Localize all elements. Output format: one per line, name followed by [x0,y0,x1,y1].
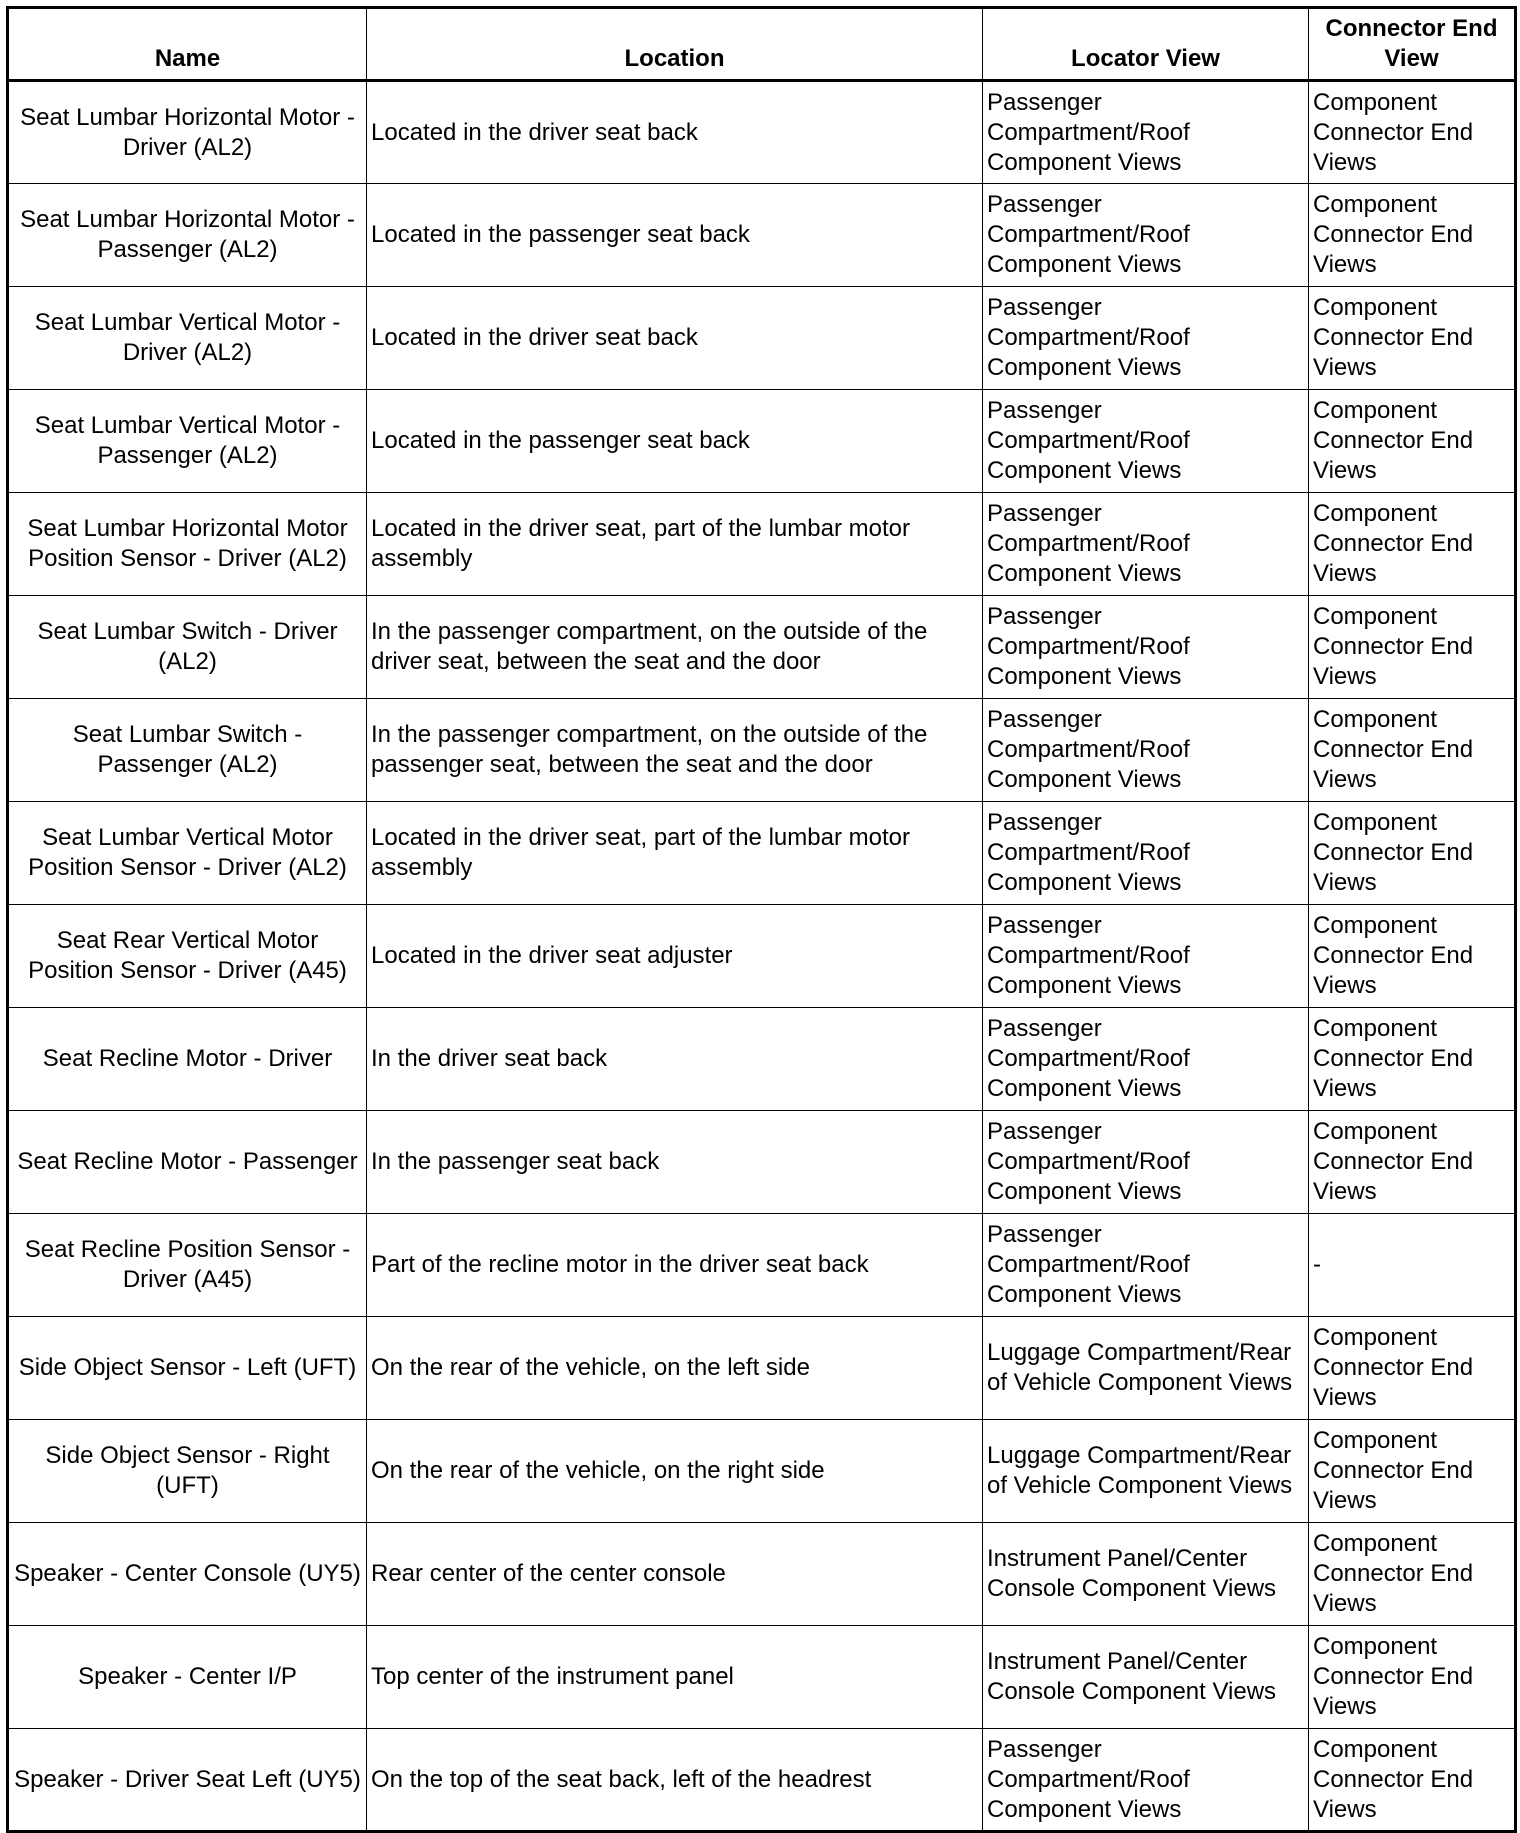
header-row [8,8,1516,81]
cell-location: On the top of the seat back, left of the headrest [367,1729,983,1832]
cell-name: Seat Lumbar Vertical Motor - Driver (AL2) [8,287,367,390]
cell-location: In the passenger compartment, on the outside of the driver seat, between the seat and the door [367,596,983,699]
table-row [8,596,1516,699]
cell-connector-end-view: Component Connector End Views [1309,390,1516,493]
cell-location: Top center of the instrument panel [367,1626,983,1729]
table-row [8,802,1516,905]
cell-connector-end-view: Component Connector End Views [1309,1523,1516,1626]
table-row [8,1111,1516,1214]
cell-name: Seat Lumbar Vertical Motor - Passenger (AL2) [8,390,367,493]
cell-locator-view: Passenger Compartment/Roof Component Views [983,81,1309,184]
cell-locator-view: Passenger Compartment/Roof Component Views [983,802,1309,905]
table-row [8,287,1516,390]
cell-connector-end-view: Component Connector End Views [1309,184,1516,287]
cell-name: Seat Lumbar Switch - Passenger (AL2) [8,699,367,802]
table-row [8,905,1516,1008]
cell-connector-end-view: Component Connector End Views [1309,1626,1516,1729]
table-row [8,81,1516,184]
cell-locator-view: Instrument Panel/Center Console Component Views [983,1523,1309,1626]
cell-locator-view: Passenger Compartment/Roof Component Views [983,596,1309,699]
cell-name: Side Object Sensor - Left (UFT) [8,1317,367,1420]
cell-locator-view: Instrument Panel/Center Console Component Views [983,1626,1309,1729]
cell-connector-end-view: - [1309,1214,1516,1317]
cell-connector-end-view: Component Connector End Views [1309,1008,1516,1111]
cell-location: Located in the driver seat back [367,81,983,184]
table-row [8,1420,1516,1523]
cell-locator-view: Passenger Compartment/Roof Component Views [983,1111,1309,1214]
header-connector-end-view: Connector End View [1309,8,1516,81]
header-name: Name [8,8,367,81]
header-locator-view: Locator View [983,8,1309,81]
cell-name: Side Object Sensor - Right (UFT) [8,1420,367,1523]
table-row [8,184,1516,287]
cell-name: Seat Lumbar Vertical Motor Position Sensor - Driver (AL2) [8,802,367,905]
cell-connector-end-view: Component Connector End Views [1309,287,1516,390]
cell-name: Seat Recline Motor - Driver [8,1008,367,1111]
cell-name: Seat Lumbar Horizontal Motor - Passenger (AL2) [8,184,367,287]
cell-name: Seat Lumbar Horizontal Motor - Driver (AL2) [8,81,367,184]
cell-name: Speaker - Center Console (UY5) [8,1523,367,1626]
table-row [8,1317,1516,1420]
table-row [8,1214,1516,1317]
cell-name: Seat Lumbar Horizontal Motor Position Sensor - Driver (AL2) [8,493,367,596]
cell-name: Seat Recline Position Sensor - Driver (A45) [8,1214,367,1317]
cell-connector-end-view: Component Connector End Views [1309,1317,1516,1420]
cell-location: In the passenger seat back [367,1111,983,1214]
cell-locator-view: Passenger Compartment/Roof Component Views [983,390,1309,493]
cell-location: Part of the recline motor in the driver seat back [367,1214,983,1317]
cell-name: Seat Recline Motor - Passenger [8,1111,367,1214]
cell-connector-end-view: Component Connector End Views [1309,1729,1516,1832]
cell-locator-view: Passenger Compartment/Roof Component Views [983,184,1309,287]
cell-connector-end-view: Component Connector End Views [1309,81,1516,184]
cell-name: Speaker - Driver Seat Left (UY5) [8,1729,367,1832]
cell-locator-view: Passenger Compartment/Roof Component Views [983,1214,1309,1317]
cell-locator-view: Passenger Compartment/Roof Component Views [983,493,1309,596]
table-row [8,493,1516,596]
cell-locator-view: Passenger Compartment/Roof Component Views [983,699,1309,802]
table-row [8,1523,1516,1626]
cell-location: Located in the driver seat, part of the lumbar motor assembly [367,802,983,905]
cell-location: Located in the passenger seat back [367,184,983,287]
cell-location: In the driver seat back [367,1008,983,1111]
cell-locator-view: Passenger Compartment/Roof Component Views [983,1729,1309,1832]
cell-location: On the rear of the vehicle, on the right side [367,1420,983,1523]
table-row [8,390,1516,493]
cell-location: In the passenger compartment, on the outside of the passenger seat, between the seat and the door [367,699,983,802]
table-row [8,1626,1516,1729]
cell-connector-end-view: Component Connector End Views [1309,699,1516,802]
cell-location: Rear center of the center console [367,1523,983,1626]
cell-locator-view: Luggage Compartment/Rear of Vehicle Component Views [983,1317,1309,1420]
cell-name: Speaker - Center I/P [8,1626,367,1729]
table-row [8,699,1516,802]
cell-name: Seat Lumbar Switch - Driver (AL2) [8,596,367,699]
cell-name: Seat Rear Vertical Motor Position Sensor - Driver (A45) [8,905,367,1008]
cell-location: On the rear of the vehicle, on the left side [367,1317,983,1420]
cell-connector-end-view: Component Connector End Views [1309,802,1516,905]
component-locator-table [6,6,1517,1833]
table-row [8,1729,1516,1832]
cell-locator-view: Passenger Compartment/Roof Component Views [983,905,1309,1008]
cell-connector-end-view: Component Connector End Views [1309,1420,1516,1523]
cell-locator-view: Passenger Compartment/Roof Component Views [983,1008,1309,1111]
header-location: Location [367,8,983,81]
cell-locator-view: Passenger Compartment/Roof Component Views [983,287,1309,390]
cell-connector-end-view: Component Connector End Views [1309,493,1516,596]
cell-location: Located in the driver seat adjuster [367,905,983,1008]
cell-connector-end-view: Component Connector End Views [1309,1111,1516,1214]
cell-locator-view: Luggage Compartment/Rear of Vehicle Component Views [983,1420,1309,1523]
cell-location: Located in the driver seat, part of the lumbar motor assembly [367,493,983,596]
cell-connector-end-view: Component Connector End Views [1309,596,1516,699]
cell-connector-end-view: Component Connector End Views [1309,905,1516,1008]
table-row [8,1008,1516,1111]
cell-location: Located in the passenger seat back [367,390,983,493]
cell-location: Located in the driver seat back [367,287,983,390]
